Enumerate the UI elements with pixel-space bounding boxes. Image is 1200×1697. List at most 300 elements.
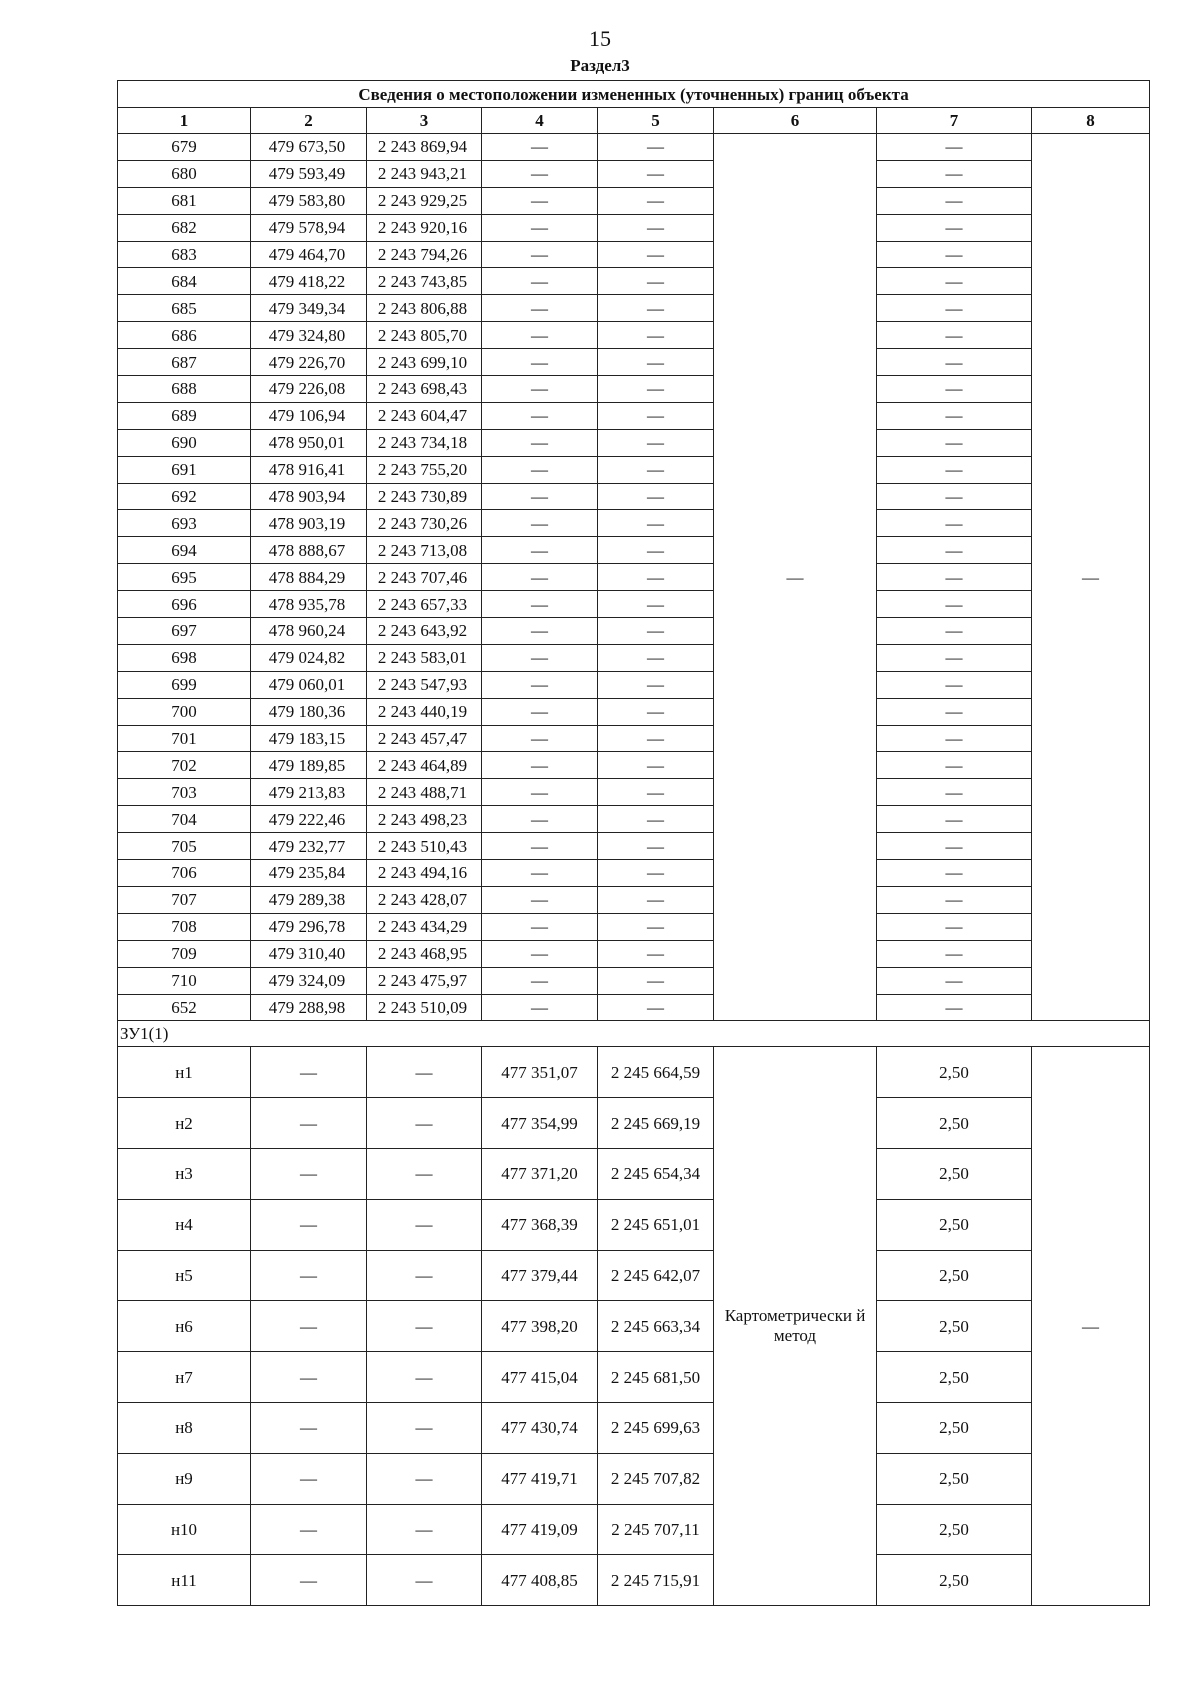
table-row <box>118 994 1150 1021</box>
coord-x-new: 477 351,07 <box>482 1047 598 1098</box>
coord-x-new: — <box>482 994 598 1021</box>
accuracy-cell: — <box>877 429 1032 456</box>
accuracy-cell: — <box>877 591 1032 618</box>
coord-x-new: — <box>482 483 598 510</box>
coord-y-existing: 2 243 805,70 <box>367 322 482 349</box>
column-number: 8 <box>1032 108 1150 134</box>
coord-x-new: — <box>482 134 598 161</box>
coord-y-new: — <box>598 295 714 322</box>
table-caption: Сведения о местоположении измененных (уточненных) границ объекта <box>118 81 1150 108</box>
coord-y-new: — <box>598 564 714 591</box>
coord-x-existing: 479 235,84 <box>251 860 367 887</box>
coord-y-new: 2 245 681,50 <box>598 1352 714 1403</box>
coord-x-existing: — <box>251 1402 367 1453</box>
table-row <box>118 268 1150 295</box>
column-number: 2 <box>251 108 367 134</box>
coord-x-new: — <box>482 295 598 322</box>
coord-x-new: 477 368,39 <box>482 1199 598 1250</box>
coord-x-new: — <box>482 671 598 698</box>
point-number: н5 <box>118 1250 251 1301</box>
coord-x-existing: 478 884,29 <box>251 564 367 591</box>
coord-x-existing: — <box>251 1301 367 1352</box>
point-number: 683 <box>118 241 251 268</box>
coord-x-new: — <box>482 618 598 645</box>
coord-y-new: — <box>598 860 714 887</box>
accuracy-cell: — <box>877 994 1032 1021</box>
coord-x-new: — <box>482 913 598 940</box>
coord-y-existing: 2 243 734,18 <box>367 429 482 456</box>
point-number: 692 <box>118 483 251 510</box>
accuracy-cell: 2,50 <box>877 1352 1032 1403</box>
coord-y-new: — <box>598 752 714 779</box>
coord-y-existing: 2 243 604,47 <box>367 402 482 429</box>
coord-y-existing: 2 243 498,23 <box>367 806 482 833</box>
coord-x-new: — <box>482 402 598 429</box>
coord-y-existing: — <box>367 1098 482 1149</box>
accuracy-cell: — <box>877 860 1032 887</box>
point-number: 699 <box>118 671 251 698</box>
point-number: 688 <box>118 376 251 403</box>
table-row <box>118 644 1150 671</box>
point-number: н8 <box>118 1402 251 1453</box>
coord-x-existing: 478 903,19 <box>251 510 367 537</box>
group-label: ЗУ1(1) <box>118 1021 1150 1047</box>
point-number: 696 <box>118 591 251 618</box>
coord-x-new: 477 419,71 <box>482 1453 598 1504</box>
coord-x-new: — <box>482 725 598 752</box>
accuracy-cell: — <box>877 752 1032 779</box>
coord-x-existing: — <box>251 1148 367 1199</box>
coord-y-new: — <box>598 994 714 1021</box>
coord-x-existing: 479 324,09 <box>251 967 367 994</box>
coord-x-existing: 479 183,15 <box>251 725 367 752</box>
point-number: 709 <box>118 940 251 967</box>
point-number: 697 <box>118 618 251 645</box>
coord-x-existing: — <box>251 1555 367 1606</box>
coord-x-existing: 478 903,94 <box>251 483 367 510</box>
accuracy-cell: — <box>877 241 1032 268</box>
accuracy-cell: — <box>877 698 1032 725</box>
coord-x-new: — <box>482 833 598 860</box>
coord-y-new: — <box>598 886 714 913</box>
coord-x-existing: 479 324,80 <box>251 322 367 349</box>
coord-y-existing: 2 243 464,89 <box>367 752 482 779</box>
accuracy-cell: — <box>877 160 1032 187</box>
table-row <box>118 886 1150 913</box>
coord-x-new: — <box>482 160 598 187</box>
coord-y-existing: 2 243 794,26 <box>367 241 482 268</box>
point-number: 705 <box>118 833 251 860</box>
coord-x-existing: 478 950,01 <box>251 429 367 456</box>
coord-y-existing: 2 243 755,20 <box>367 456 482 483</box>
table-row <box>118 671 1150 698</box>
point-number: 691 <box>118 456 251 483</box>
table-row <box>118 913 1150 940</box>
coord-x-existing: 479 226,70 <box>251 349 367 376</box>
accuracy-cell: — <box>877 134 1032 161</box>
coord-y-existing: 2 243 510,09 <box>367 994 482 1021</box>
coord-x-new: — <box>482 940 598 967</box>
coord-x-existing: 479 296,78 <box>251 913 367 940</box>
coord-y-new: — <box>598 134 714 161</box>
coord-y-existing: — <box>367 1199 482 1250</box>
coord-y-new: — <box>598 671 714 698</box>
coord-y-new: — <box>598 537 714 564</box>
coord-x-existing: 479 226,08 <box>251 376 367 403</box>
coord-x-new: — <box>482 967 598 994</box>
accuracy-cell: — <box>877 510 1032 537</box>
coord-x-existing: 479 024,82 <box>251 644 367 671</box>
coord-x-new: — <box>482 322 598 349</box>
coord-y-new: — <box>598 967 714 994</box>
accuracy-cell: — <box>877 187 1032 214</box>
coord-x-new: — <box>482 376 598 403</box>
coord-x-new: — <box>482 644 598 671</box>
point-number: н4 <box>118 1199 251 1250</box>
coord-y-existing: 2 243 428,07 <box>367 886 482 913</box>
point-number: н11 <box>118 1555 251 1606</box>
table-row <box>118 564 1150 591</box>
table-row <box>118 1047 1150 1098</box>
coord-x-existing: 478 888,67 <box>251 537 367 564</box>
coord-x-new: — <box>482 564 598 591</box>
coord-x-new: — <box>482 214 598 241</box>
coord-y-new: — <box>598 591 714 618</box>
accuracy-cell: — <box>877 967 1032 994</box>
coord-x-new: — <box>482 510 598 537</box>
coord-x-existing: 479 288,98 <box>251 994 367 1021</box>
point-number: н1 <box>118 1047 251 1098</box>
point-number: 694 <box>118 537 251 564</box>
coord-y-new: — <box>598 241 714 268</box>
table-row <box>118 241 1150 268</box>
coord-y-existing: 2 243 920,16 <box>367 214 482 241</box>
accuracy-cell: 2,50 <box>877 1148 1032 1199</box>
coord-y-new: — <box>598 913 714 940</box>
coord-y-new: 2 245 642,07 <box>598 1250 714 1301</box>
coord-y-existing: 2 243 494,16 <box>367 860 482 887</box>
coord-x-existing: 479 310,40 <box>251 940 367 967</box>
accuracy-cell: — <box>877 214 1032 241</box>
point-number: 684 <box>118 268 251 295</box>
point-number: 701 <box>118 725 251 752</box>
table-row <box>118 349 1150 376</box>
table-row <box>118 160 1150 187</box>
table-row <box>118 1555 1150 1606</box>
table-row <box>118 1250 1150 1301</box>
method-cell: Картометрически й метод <box>714 1047 877 1606</box>
point-number: 680 <box>118 160 251 187</box>
coord-x-new: 477 430,74 <box>482 1402 598 1453</box>
table-row <box>118 779 1150 806</box>
coord-x-existing: 478 935,78 <box>251 591 367 618</box>
table-row <box>118 725 1150 752</box>
coord-y-existing: 2 243 730,26 <box>367 510 482 537</box>
point-number: 704 <box>118 806 251 833</box>
table-row <box>118 1504 1150 1555</box>
point-number: 695 <box>118 564 251 591</box>
point-number: н7 <box>118 1352 251 1403</box>
coord-y-new: — <box>598 940 714 967</box>
coord-y-new: 2 245 699,63 <box>598 1402 714 1453</box>
point-number: 685 <box>118 295 251 322</box>
column-number: 3 <box>367 108 482 134</box>
coord-y-new: — <box>598 187 714 214</box>
point-number: 708 <box>118 913 251 940</box>
accuracy-cell: — <box>877 349 1032 376</box>
coord-y-new: — <box>598 725 714 752</box>
coord-x-new: — <box>482 752 598 779</box>
table-row <box>118 214 1150 241</box>
table-row <box>118 806 1150 833</box>
coord-x-existing: 478 960,24 <box>251 618 367 645</box>
coord-x-existing: 479 673,50 <box>251 134 367 161</box>
accuracy-cell: — <box>877 886 1032 913</box>
coord-y-new: 2 245 707,82 <box>598 1453 714 1504</box>
coord-y-new: 2 245 707,11 <box>598 1504 714 1555</box>
coord-y-new: — <box>598 456 714 483</box>
coord-x-existing: 479 289,38 <box>251 886 367 913</box>
column-number: 7 <box>877 108 1032 134</box>
coord-y-existing: 2 243 869,94 <box>367 134 482 161</box>
table-row <box>118 376 1150 403</box>
coord-y-existing: 2 243 434,29 <box>367 913 482 940</box>
accuracy-cell: 2,50 <box>877 1047 1032 1098</box>
coord-y-existing: 2 243 699,10 <box>367 349 482 376</box>
point-number: н6 <box>118 1301 251 1352</box>
coord-y-existing: 2 243 713,08 <box>367 537 482 564</box>
table-row <box>118 402 1150 429</box>
accuracy-cell: — <box>877 268 1032 295</box>
coord-y-new: — <box>598 429 714 456</box>
coord-x-new: 477 379,44 <box>482 1250 598 1301</box>
coord-y-new: — <box>598 160 714 187</box>
coord-x-existing: 479 213,83 <box>251 779 367 806</box>
coord-y-existing: 2 243 657,33 <box>367 591 482 618</box>
coord-x-existing: 479 464,70 <box>251 241 367 268</box>
accuracy-cell: — <box>877 295 1032 322</box>
column-number: 6 <box>714 108 877 134</box>
point-number: н3 <box>118 1148 251 1199</box>
coord-y-existing: 2 243 510,43 <box>367 833 482 860</box>
coord-x-existing: — <box>251 1504 367 1555</box>
coord-y-new: — <box>598 618 714 645</box>
table-row <box>118 322 1150 349</box>
column-number: 5 <box>598 108 714 134</box>
coord-x-existing: 479 106,94 <box>251 402 367 429</box>
table-row <box>118 698 1150 725</box>
coord-y-existing: — <box>367 1453 482 1504</box>
accuracy-cell: — <box>877 644 1032 671</box>
point-number: 686 <box>118 322 251 349</box>
coord-y-existing: — <box>367 1352 482 1403</box>
coord-y-existing: 2 243 643,92 <box>367 618 482 645</box>
coord-x-new: — <box>482 456 598 483</box>
coord-x-existing: 479 189,85 <box>251 752 367 779</box>
point-number: 703 <box>118 779 251 806</box>
coord-y-existing: 2 243 707,46 <box>367 564 482 591</box>
accuracy-cell: — <box>877 833 1032 860</box>
coordinates-table <box>117 80 1150 1606</box>
page-number: 15 <box>589 26 611 51</box>
coord-y-existing: — <box>367 1402 482 1453</box>
table-row <box>118 510 1150 537</box>
coord-x-new: — <box>482 698 598 725</box>
coord-y-new: — <box>598 698 714 725</box>
description-cell: — <box>1032 134 1150 1021</box>
coord-y-new: — <box>598 376 714 403</box>
coord-x-new: — <box>482 429 598 456</box>
coord-x-new: 477 415,04 <box>482 1352 598 1403</box>
table-row <box>118 618 1150 645</box>
accuracy-cell: — <box>877 402 1032 429</box>
accuracy-cell: 2,50 <box>877 1098 1032 1149</box>
table-row <box>118 1301 1150 1352</box>
coord-y-existing: 2 243 457,47 <box>367 725 482 752</box>
coord-y-existing: 2 243 468,95 <box>367 940 482 967</box>
coord-x-existing: 479 349,34 <box>251 295 367 322</box>
coord-y-existing: 2 243 943,21 <box>367 160 482 187</box>
point-number: н10 <box>118 1504 251 1555</box>
coord-y-existing: 2 243 698,43 <box>367 376 482 403</box>
point-number: 700 <box>118 698 251 725</box>
accuracy-cell: 2,50 <box>877 1199 1032 1250</box>
coord-y-new: — <box>598 322 714 349</box>
coord-x-existing: 479 180,36 <box>251 698 367 725</box>
table-row <box>118 1098 1150 1149</box>
coord-y-new: 2 245 654,34 <box>598 1148 714 1199</box>
table-row <box>118 1199 1150 1250</box>
point-number: 710 <box>118 967 251 994</box>
coord-x-new: — <box>482 860 598 887</box>
table-row <box>118 1352 1150 1403</box>
coord-y-existing: — <box>367 1148 482 1199</box>
coord-y-existing: 2 243 743,85 <box>367 268 482 295</box>
column-number: 1 <box>118 108 251 134</box>
coord-x-new: — <box>482 187 598 214</box>
table-row <box>118 967 1150 994</box>
accuracy-cell: — <box>877 806 1032 833</box>
accuracy-cell: 2,50 <box>877 1301 1032 1352</box>
coord-x-existing: 478 916,41 <box>251 456 367 483</box>
coord-y-new: 2 245 663,34 <box>598 1301 714 1352</box>
accuracy-cell: 2,50 <box>877 1504 1032 1555</box>
coord-y-new: — <box>598 806 714 833</box>
accuracy-cell: — <box>877 940 1032 967</box>
accuracy-cell: — <box>877 671 1032 698</box>
accuracy-cell: — <box>877 456 1032 483</box>
coord-y-new: 2 245 715,91 <box>598 1555 714 1606</box>
table-row <box>118 134 1150 161</box>
coord-y-new: 2 245 651,01 <box>598 1199 714 1250</box>
coord-y-existing: — <box>367 1555 482 1606</box>
coord-y-existing: 2 243 488,71 <box>367 779 482 806</box>
coord-y-existing: 2 243 730,89 <box>367 483 482 510</box>
accuracy-cell: — <box>877 537 1032 564</box>
coord-y-existing: 2 243 806,88 <box>367 295 482 322</box>
coord-x-new: — <box>482 241 598 268</box>
table-row <box>118 1148 1150 1199</box>
point-number: 698 <box>118 644 251 671</box>
coord-y-existing: 2 243 583,01 <box>367 644 482 671</box>
accuracy-cell: 2,50 <box>877 1453 1032 1504</box>
table-row <box>118 1402 1150 1453</box>
accuracy-cell: — <box>877 725 1032 752</box>
group-row <box>118 1021 1150 1047</box>
coord-x-new: 477 419,09 <box>482 1504 598 1555</box>
point-number: н2 <box>118 1098 251 1149</box>
coord-y-existing: — <box>367 1047 482 1098</box>
coord-y-new: — <box>598 510 714 537</box>
accuracy-cell: 2,50 <box>877 1555 1032 1606</box>
point-number: 702 <box>118 752 251 779</box>
table-row <box>118 429 1150 456</box>
coord-x-new: 477 408,85 <box>482 1555 598 1606</box>
section-title: Раздел3 <box>570 56 630 75</box>
table-row <box>118 940 1150 967</box>
accuracy-cell: — <box>877 376 1032 403</box>
coord-x-new: — <box>482 886 598 913</box>
coord-x-existing: 479 593,49 <box>251 160 367 187</box>
coord-x-existing: — <box>251 1352 367 1403</box>
point-number: 707 <box>118 886 251 913</box>
coord-y-new: — <box>598 483 714 510</box>
coord-x-existing: — <box>251 1199 367 1250</box>
column-number: 4 <box>482 108 598 134</box>
coord-y-existing: 2 243 547,93 <box>367 671 482 698</box>
table-row <box>118 860 1150 887</box>
table-row <box>118 752 1150 779</box>
accuracy-cell: — <box>877 618 1032 645</box>
coord-y-new: — <box>598 779 714 806</box>
coord-y-existing: — <box>367 1504 482 1555</box>
coord-x-existing: — <box>251 1250 367 1301</box>
coord-x-new: — <box>482 537 598 564</box>
coord-x-existing: — <box>251 1453 367 1504</box>
point-number: 687 <box>118 349 251 376</box>
point-number: н9 <box>118 1453 251 1504</box>
coord-y-new: — <box>598 214 714 241</box>
accuracy-cell: — <box>877 322 1032 349</box>
coord-y-existing: 2 243 929,25 <box>367 187 482 214</box>
accuracy-cell: — <box>877 779 1032 806</box>
table-row <box>118 537 1150 564</box>
accuracy-cell: — <box>877 483 1032 510</box>
coord-y-existing: — <box>367 1301 482 1352</box>
coord-x-existing: 479 232,77 <box>251 833 367 860</box>
coord-x-existing: 479 222,46 <box>251 806 367 833</box>
table-row <box>118 833 1150 860</box>
table-row <box>118 456 1150 483</box>
coord-y-existing: 2 243 475,97 <box>367 967 482 994</box>
table-row <box>118 483 1150 510</box>
point-number: 706 <box>118 860 251 887</box>
coord-x-new: 477 354,99 <box>482 1098 598 1149</box>
coord-y-existing: — <box>367 1250 482 1301</box>
coord-y-new: — <box>598 349 714 376</box>
table-row <box>118 591 1150 618</box>
accuracy-cell: 2,50 <box>877 1250 1032 1301</box>
description-cell: — <box>1032 1047 1150 1606</box>
coord-x-new: — <box>482 349 598 376</box>
coord-x-new: — <box>482 779 598 806</box>
coord-x-existing: 479 583,80 <box>251 187 367 214</box>
coord-x-new: — <box>482 806 598 833</box>
coord-x-new: — <box>482 268 598 295</box>
coord-x-new: 477 398,20 <box>482 1301 598 1352</box>
coord-y-new: — <box>598 833 714 860</box>
point-number: 682 <box>118 214 251 241</box>
